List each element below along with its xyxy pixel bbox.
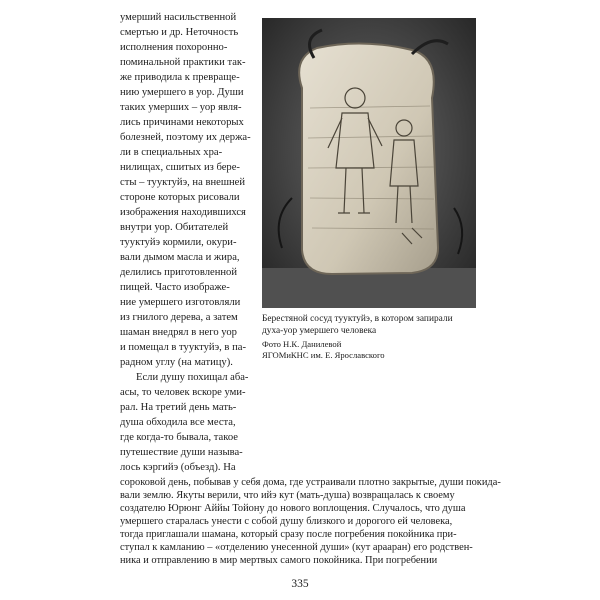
- text-line: же приводила к превраще-: [120, 72, 240, 83]
- text-line: сороковой день, побывав у себя дома, где устраивали плотно закрытые, души покида-: [120, 477, 501, 488]
- text-line: нию умершего в уор. Души: [120, 87, 244, 98]
- text-line: шаман внедрял в него уор: [120, 327, 237, 338]
- text-line: где когда-то бывала, такое: [120, 432, 238, 443]
- text-line: асы, то человек вскоре уми-: [120, 387, 246, 398]
- text-line: радном углу (на матицу).: [120, 357, 233, 368]
- text-line: и помещал в тууктуйэ, в па-: [120, 342, 246, 353]
- text-line: изображения находившихся: [120, 207, 246, 218]
- text-line: Если душу похищал аба-: [136, 372, 249, 383]
- text-line: пищей. Часто изображе-: [120, 282, 230, 293]
- text-line: внутри уор. Обитателей: [120, 222, 229, 233]
- text-line: ступал к камланию – «отделению унесенной души» (кут арааран) его родствен-: [120, 542, 473, 553]
- text-line: смертью и др. Неточность: [120, 27, 239, 38]
- text-line: болезней, поэтому их держа-: [120, 132, 251, 143]
- text-line: тууктуйэ кормили, окури-: [120, 237, 237, 248]
- text-line: исполнения похоронно-: [120, 42, 228, 53]
- text-line: вали дымом масла и жира,: [120, 252, 240, 263]
- text-line: нилищах, сшитых из бере-: [120, 162, 240, 173]
- text-line: умершего старалась унести с собой душу близкого и дорогого ей человека,: [120, 516, 453, 527]
- text-line: рал. На третий день мать-: [120, 402, 237, 413]
- page-number: 335: [291, 578, 309, 590]
- text-line: путешествие души называ-: [120, 447, 243, 458]
- photo-credit: ЯГОМиКНС им. Е. Ярославского: [262, 350, 385, 360]
- text-line: умерший насильственной: [120, 12, 237, 23]
- text-line: лись причинами некоторых: [120, 117, 244, 128]
- text-line: вали землю. Якуты верили, что ийэ кут (мать-душа) возвращалась к своему: [120, 490, 455, 501]
- figure-caption-line: Берестяной сосуд тууктуйэ, в котором запирали: [262, 314, 453, 324]
- birch-vessel-photo: [262, 18, 476, 308]
- birch-vessel-illustration: [262, 18, 476, 308]
- text-line: душа обходила все места,: [120, 417, 236, 428]
- text-line: тогда приглашали шамана, который сразу после погребения покойника при-: [120, 529, 457, 540]
- text-line: поминальной практики так-: [120, 57, 246, 68]
- text-line: лось кэргийэ (объезд). На: [120, 462, 236, 473]
- figure-caption-line: духа-уор умершего человека: [262, 326, 377, 336]
- text-line: ника и отправлению в мир мертвых самого покойника. При погребении: [120, 555, 438, 566]
- text-line: ли в специальных хра-: [120, 147, 223, 158]
- text-line: стороне которых рисовали: [120, 192, 240, 203]
- photo-credit: Фото Н.К. Данилевой: [262, 339, 342, 349]
- text-line: сты – тууктуйэ, на внешней: [120, 177, 246, 188]
- text-line: таких умерших – уор явля-: [120, 102, 242, 113]
- text-line: делились приготовленной: [120, 267, 238, 278]
- text-line: из гнилого дерева, а затем: [120, 312, 238, 323]
- text-line: создателю Юрюнг Аййы Тойону до нового воплощения. Случалось, что душа: [120, 503, 466, 514]
- text-line: ние умершего изготовляли: [120, 297, 241, 308]
